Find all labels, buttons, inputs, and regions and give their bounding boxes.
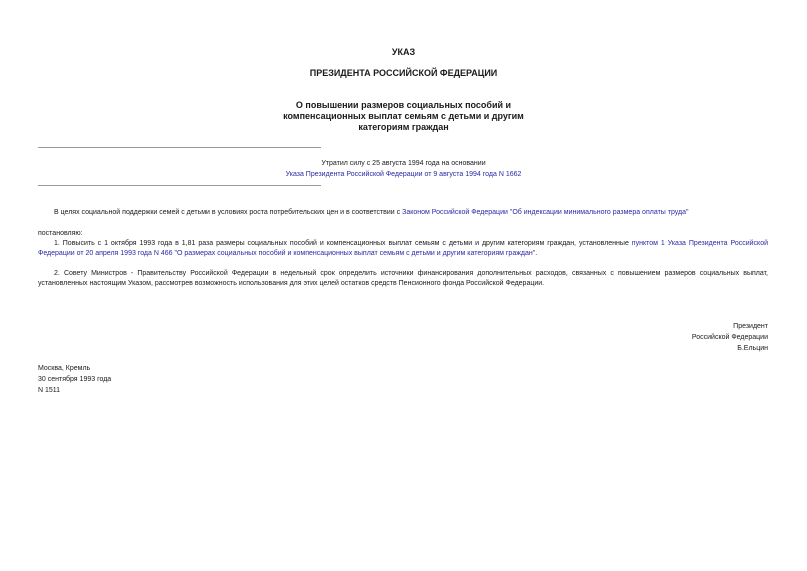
- repeal-decree-link[interactable]: Указа Президента Российской Федерации от 9 августа 1994 года N 1662: [285, 171, 522, 178]
- repeal-notice: Утратил силу с 25 августа 1994 года на основании: [321, 160, 486, 167]
- issuer-heading: ПРЕЗИДЕНТА РОССИЙСКОЙ ФЕДЕРАЦИИ: [309, 68, 498, 78]
- indexation-law-link[interactable]: Законом Российской Федерации "Об индексации минимального размера оплаты труда": [402, 209, 689, 216]
- clause-1-paragraph: [38, 239, 768, 259]
- clause-2-paragraph: 2. Совету Министров - Правительству Российской Федерации в недельный срок определить источники финансирования дополнительных расходов, связанных с повышением размеров социальных выплат, установленных настоящим Указом, рассмотрев возможность использования для этих целей остатков средств Пенсионного фонда Российской Федерации.: [38, 270, 768, 287]
- place: Москва, Кремль: [38, 365, 91, 372]
- signature-name: Б.Ельцин: [737, 345, 768, 352]
- decree-466-link[interactable]: пунктом 1 Указа Президента Российской Федерации от 20 апреля 1993 года N 466 "О размерах социальных пособий и компенсационных выплат семьям с детьми и другим категориям граждан": [38, 240, 769, 257]
- repeal-notice-link-row: [0, 170, 807, 179]
- divider-bottom: [38, 185, 321, 186]
- place-date-block: [38, 363, 111, 396]
- signature-block: [692, 321, 768, 354]
- signature-country: Российской Федерации: [691, 334, 768, 341]
- title-line-2: компенсационных выплат семьям с детьми и другим: [283, 111, 524, 121]
- preamble-paragraph: [38, 208, 768, 218]
- title-line-1: О повышении размеров социальных пособий и: [295, 100, 512, 110]
- signature-title: Президент: [733, 323, 768, 330]
- decree-verb: постановляю:: [38, 230, 83, 237]
- clause-1-text: 1. Повысить с 1 октября 1993 года в 1,81 раза размеры социальных пособий и компенсационных выплат семьям с детьми и другим категориям граждан, установленные: [54, 240, 632, 247]
- document-type-heading: УКАЗ: [391, 47, 416, 57]
- divider-top: [38, 147, 321, 148]
- clause-1-end: .: [535, 250, 538, 257]
- document-title: [0, 100, 807, 133]
- preamble-text: В целях социальной поддержки семей с детьми в условиях роста потребительских цен и в соответствии с: [54, 209, 403, 216]
- title-line-3: категориям граждан: [358, 122, 449, 132]
- date: 30 сентября 1993 года: [38, 376, 112, 383]
- document-number: N 1511: [38, 387, 61, 394]
